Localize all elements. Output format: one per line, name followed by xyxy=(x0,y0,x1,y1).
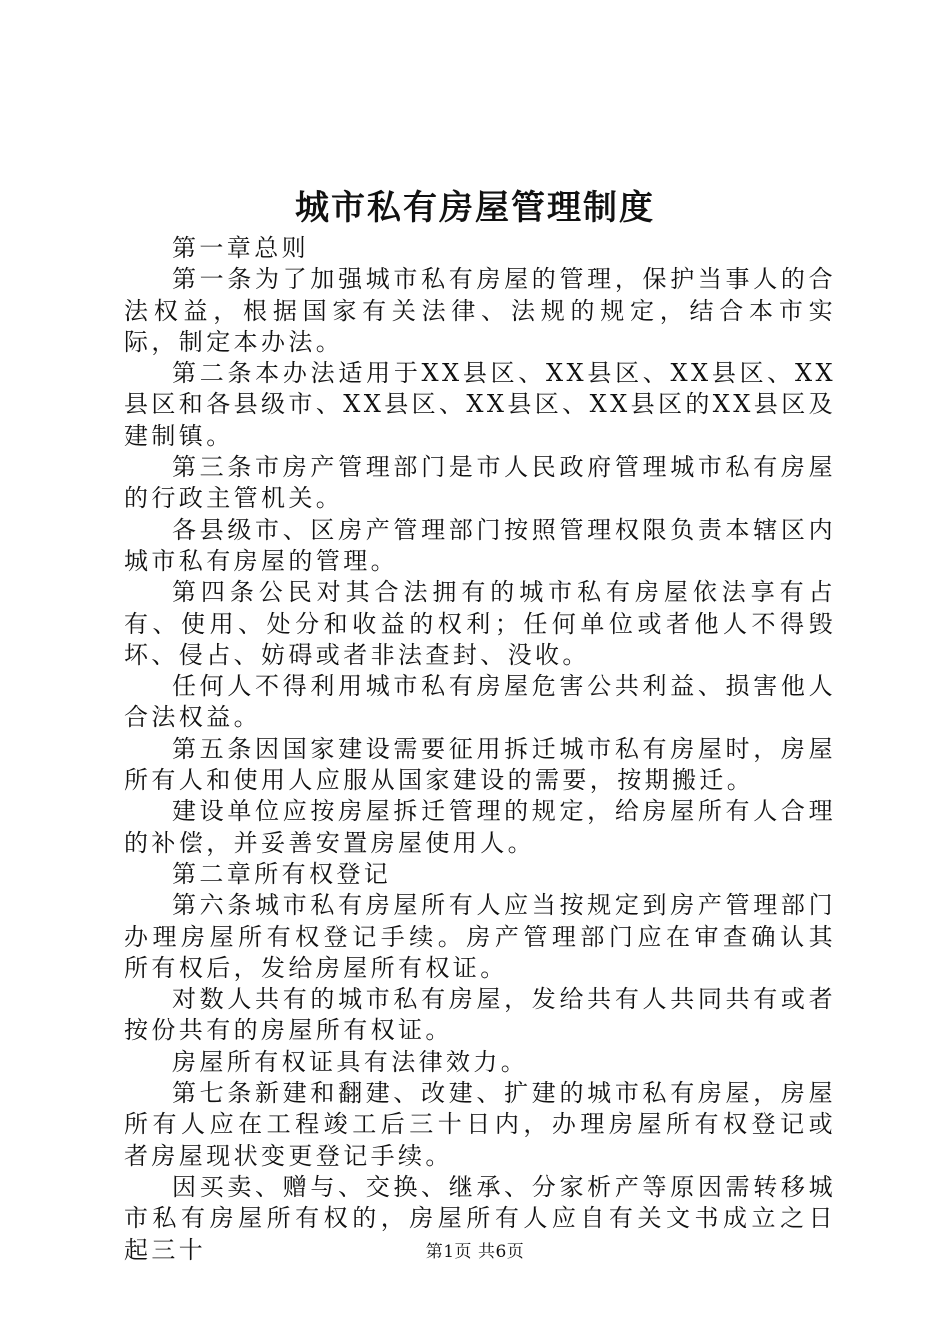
paragraph: 房屋所有权证具有法律效力。 xyxy=(172,1047,529,1076)
paragraph: 因买卖、赠与、交换、继承、分家析产等原因需转移城市私有房屋所有权的，房屋所有人应自有关文书成立之日起三十 xyxy=(124,1172,836,1264)
document-body xyxy=(124,233,836,1266)
chapter-heading: 第一章总则 xyxy=(172,234,309,262)
paragraph: 第五条因国家建设需要征用拆迁城市私有房屋时，房屋所有人和使用人应服从国家建设的需要，按期搬迁。 xyxy=(124,734,836,795)
paragraph: 第四条公民对其合法拥有的城市私有房屋依法享有占有、使用、处分和收益的权利；任何单位或者他人不得毁坏、侵占、妨碍或者非法查封、没收。 xyxy=(124,578,836,669)
paragraph: 建设单位应按房屋拆迁管理的规定，给房屋所有人合理的补偿，并妥善安置房屋使用人。 xyxy=(124,797,836,857)
document-title: 城市私有房屋管理制度 xyxy=(295,188,655,228)
paragraph: 任何人不得利用城市私有房屋危害公共利益、损害他人合法权益。 xyxy=(124,672,836,732)
page-number-footer: 第1页 共6页 xyxy=(425,1242,525,1262)
paragraph: 第三条市房产管理部门是市人民政府管理城市私有房屋的行政主管机关。 xyxy=(124,453,836,513)
paragraph: 第二条本办法适用于XX县区、XX县区、XX县区、XX县区和各县级市、XX县区、XX县区、XX县区的XX县区及建制镇。 xyxy=(124,359,836,450)
paragraph: 对数人共有的城市私有房屋，发给共有人共同共有或者按份共有的房屋所有权证。 xyxy=(124,985,836,1045)
paragraph: 第一条为了加强城市私有房屋的管理，保护当事人的合法权益，根据国家有关法律、法规的规定，结合本市实际，制定本办法。 xyxy=(124,265,836,356)
chapter-heading: 第二章所有权登记 xyxy=(172,859,392,888)
paragraph: 第六条城市私有房屋所有人应当按规定到房产管理部门办理房屋所有权登记手续。房产管理部门应在审查确认其所有权后，发给房屋所有权证。 xyxy=(124,891,836,982)
paragraph: 第七条新建和翻建、改建、扩建的城市私有房屋，房屋所有人应在工程竣工后三十日内，办理房屋所有权登记或者房屋现状变更登记手续。 xyxy=(124,1079,836,1170)
paragraph: 各县级市、区房产管理部门按照管理权限负责本辖区内城市私有房屋的管理。 xyxy=(124,515,836,575)
